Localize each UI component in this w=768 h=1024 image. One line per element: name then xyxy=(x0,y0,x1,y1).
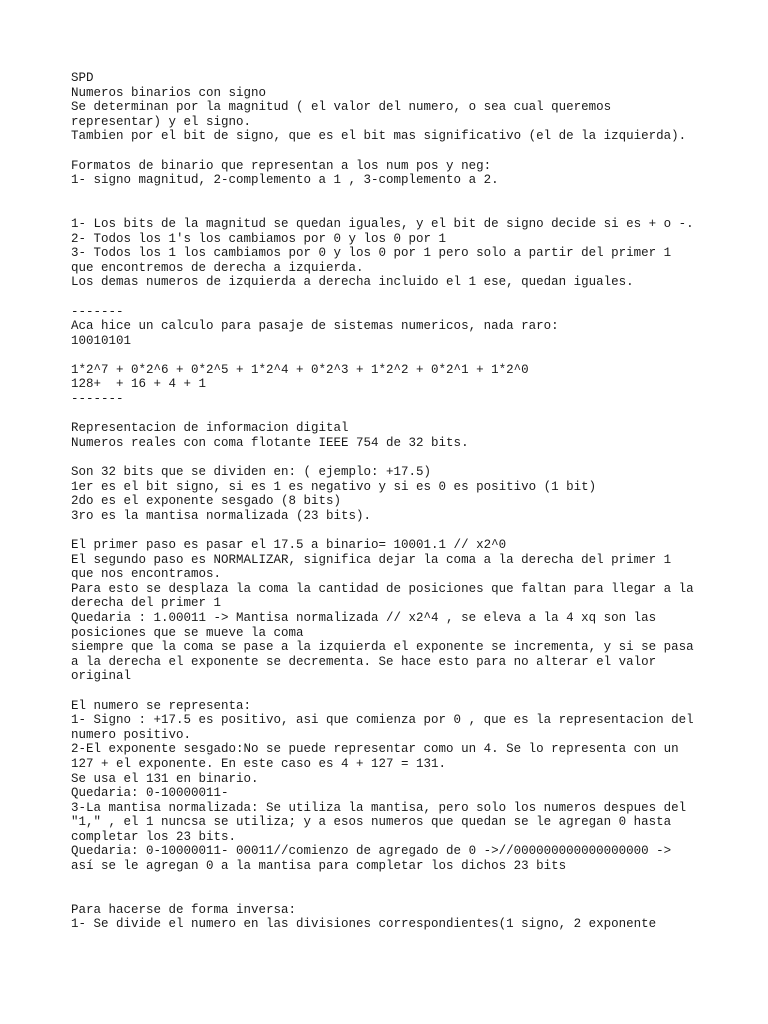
text-line: a la derecha el exponente se decrementa. Se hace esto para no alterar el valor xyxy=(71,654,657,669)
text-line: Se usa el 131 en binario. xyxy=(71,771,259,786)
text-line: numero positivo. xyxy=(71,727,192,742)
text-line xyxy=(71,144,711,159)
text-line: Se determinan por la magnitud ( el valor del numero, o sea cual queremos xyxy=(71,100,612,115)
text-line xyxy=(71,888,711,903)
text-line: Quedaria: 0-10000011- 00011//comienzo de agregado de 0 ->//000000000000000000 -> xyxy=(71,844,672,859)
text-line: siempre que la coma se pase a la izquierda el exponente se incrementa, y si se pasa xyxy=(71,640,694,655)
text-line xyxy=(71,407,711,422)
text-line: Para hacerse de forma inversa: xyxy=(71,902,297,917)
text-line xyxy=(71,188,711,203)
text-line: "1," , el 1 nuncsa se utiliza; y a esos numeros que quedan se le agregan 0 hasta xyxy=(71,815,672,830)
text-line: 127 + el exponente. En este caso es 4 + 127 = 131. xyxy=(71,756,447,771)
text-line: El numero se representa: xyxy=(71,698,252,713)
text-line: 2- Todos los 1's los cambiamos por 0 y los 0 por 1 xyxy=(71,231,447,246)
text-line: 3-La mantisa normalizada: Se utiliza la mantisa, pero solo los numeros despues del xyxy=(71,800,687,815)
text-line: Numeros reales con coma flotante IEEE 754 de 32 bits. xyxy=(71,435,469,450)
text-line: completar los 23 bits. xyxy=(71,829,237,844)
text-line: Quedaria: 0-10000011- xyxy=(71,786,229,801)
text-line: original xyxy=(71,669,132,684)
text-line xyxy=(71,523,711,538)
document-text xyxy=(71,71,711,932)
text-line: 2do es el exponente sesgado (8 bits) xyxy=(71,494,342,509)
text-line: Representacion de informacion digital xyxy=(71,421,349,436)
text-line: posiciones que se mueve la coma xyxy=(71,625,304,640)
text-line: Son 32 bits que se dividen en: ( ejemplo: +17.5) xyxy=(71,465,432,480)
text-line: SPD xyxy=(71,71,94,85)
text-line xyxy=(71,874,711,889)
text-line: 128+ + 16 + 4 + 1 xyxy=(71,377,207,392)
text-line: Para esto se desplaza la coma la cantidad de posiciones que faltan para llegar a la xyxy=(71,581,694,596)
text-line: 1- Signo : +17.5 es positivo, asi que comienza por 0 , que es la representacion del xyxy=(71,713,694,728)
text-line xyxy=(71,290,711,305)
text-line: 1- Se divide el numero en las divisiones correspondientes(1 signo, 2 exponente xyxy=(71,917,657,932)
text-line: 1- Los bits de la magnitud se quedan iguales, y el bit de signo decide si es + o -. xyxy=(71,216,694,231)
text-line: Formatos de binario que representan a los num pos y neg: xyxy=(71,158,492,173)
text-line xyxy=(71,450,711,465)
text-line: ------- xyxy=(71,304,124,319)
text-line: 1- signo magnitud, 2-complemento a 1 , 3-complemento a 2. xyxy=(71,173,499,188)
text-line: 1er es el bit signo, si es 1 es negativo y si es 0 es positivo (1 bit) xyxy=(71,479,597,494)
text-line: Quedaria : 1.00011 -> Mantisa normalizada // x2^4 , se eleva a la 4 xq son las xyxy=(71,610,657,625)
text-line: Tambien por el bit de signo, que es el bit mas significativo (el de la izquierda). xyxy=(71,129,687,144)
text-line: 3ro es la mantisa normalizada (23 bits). xyxy=(71,508,372,523)
text-line: Aca hice un calculo para pasaje de sistemas numericos, nada raro: xyxy=(71,319,559,334)
text-line: El primer paso es pasar el 17.5 a binario= 10001.1 // x2^0 xyxy=(71,538,507,552)
text-line: que encontremos de derecha a izquierda. xyxy=(71,260,364,275)
text-line: 10010101 xyxy=(71,333,132,348)
text-line: así se le agregan 0 a la mantisa para completar los dichos 23 bits xyxy=(71,859,567,874)
text-line: 3- Todos los 1 los cambiamos por 0 y los 0 por 1 pero solo a partir del primer 1 xyxy=(71,246,672,261)
text-line xyxy=(71,348,711,363)
text-line: 2-El exponente sesgado:No se puede representar como un 4. Se lo representa con un xyxy=(71,742,679,757)
text-line: 1*2^7 + 0*2^6 + 0*2^5 + 1*2^4 + 0*2^3 + 1*2^2 + 0*2^1 + 1*2^0 xyxy=(71,362,529,377)
text-line xyxy=(71,202,711,217)
text-line xyxy=(71,684,711,699)
text-line: derecha del primer 1 xyxy=(71,596,222,611)
text-line: Numeros binarios con signo xyxy=(71,85,267,100)
text-line: ------- xyxy=(71,392,124,407)
text-line: Los demas numeros de izquierda a derecha incluido el 1 ese, quedan iguales. xyxy=(71,275,634,290)
text-line: que nos encontramos. xyxy=(71,567,222,582)
text-line: representar) y el signo. xyxy=(71,114,252,129)
text-line: El segundo paso es NORMALIZAR, significa dejar la coma a la derecha del primer 1 xyxy=(71,552,672,567)
